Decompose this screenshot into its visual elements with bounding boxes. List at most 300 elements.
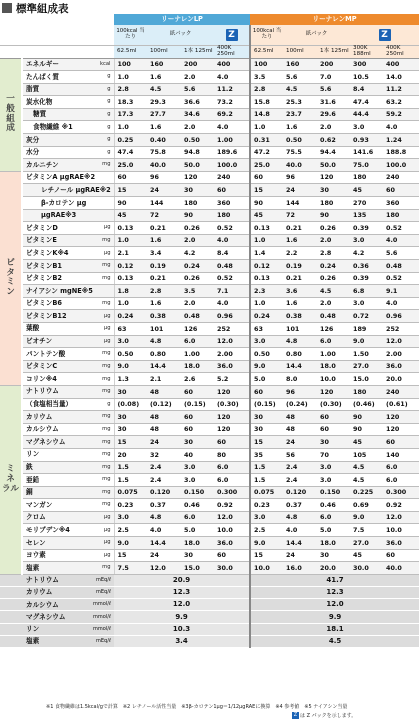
nutrient-unit: g [88, 146, 114, 159]
nutrient-unit: μg [88, 524, 114, 537]
mp-value: (0.61) [383, 398, 419, 411]
mp-value: 20.0 [317, 562, 350, 575]
nutrient-name: ビオチン [22, 335, 88, 348]
nutrient-name: エネルギー [22, 58, 88, 71]
mp-value: 0.48 [317, 310, 350, 323]
lp-value: 8.4 [214, 247, 250, 260]
mp-value: 0.52 [383, 272, 419, 285]
lp-value: 2.8 [114, 83, 147, 96]
nutrient-unit: mg [88, 385, 114, 398]
nutrient-unit: μg [88, 549, 114, 562]
electrolyte-lp-value: 12.0 [114, 599, 250, 611]
mp-value: 90 [250, 197, 283, 210]
package-header-row [0, 25, 419, 45]
mp-size: 1本 125ml [317, 45, 350, 58]
mp-value: 240 [383, 385, 419, 398]
mp-value: 11.2 [383, 83, 419, 96]
lp-value: 4.0 [214, 234, 250, 247]
lp-value: 5.0 [181, 524, 214, 537]
mp-value: 1.6 [283, 121, 317, 134]
lp-value: 30 [181, 436, 214, 449]
mp-value: 180 [317, 197, 350, 210]
mp-value: 40.0 [383, 562, 419, 575]
mp-value: 20.0 [383, 373, 419, 386]
lp-value: 15.0 [181, 562, 214, 575]
mp-value: 1.4 [250, 247, 283, 260]
table-row [0, 222, 419, 235]
nutrient-unit: μg [88, 322, 114, 335]
product-mp: リーナレンMP [250, 14, 419, 25]
mp-value: 3.0 [317, 461, 350, 474]
lp-value: 15 [114, 184, 147, 197]
mp-value: 30 [250, 423, 283, 436]
nutrient-name: （食塩相当量） [22, 398, 88, 411]
electrolyte-unit: mEq/ℓ [88, 574, 114, 586]
lp-value: 0.24 [181, 260, 214, 273]
lp-value: 3.0 [114, 511, 147, 524]
nutrient-unit [88, 209, 114, 222]
lp-value: 120 [214, 411, 250, 424]
mp-value: 8.4 [350, 83, 383, 96]
mp-value: 5.6 [317, 83, 350, 96]
mp-value: 0.92 [383, 499, 419, 512]
mp-value: 27.0 [350, 537, 383, 550]
z-pack-icon: Z [226, 29, 238, 41]
nutrient-name: 水分 [22, 146, 88, 159]
nutrient-unit: g [88, 108, 114, 121]
mp-value: 0.93 [350, 134, 383, 147]
mp-value: 47.4 [350, 96, 383, 109]
mp-value: 0.12 [250, 260, 283, 273]
electrolyte-row [0, 599, 419, 611]
mp-value: 70 [317, 448, 350, 461]
table-row [0, 423, 419, 436]
mp-value: 0.48 [383, 260, 419, 273]
lp-value: 15 [114, 436, 147, 449]
mp-value: 4.5 [350, 461, 383, 474]
mp-value: 2.5 [250, 524, 283, 537]
mp-value: 0.50 [250, 348, 283, 361]
lp-value: 36.6 [181, 96, 214, 109]
mp-value: 12.0 [383, 335, 419, 348]
mp-value: 1.0 [250, 297, 283, 310]
nutrient-unit: mg [88, 423, 114, 436]
lp-value: 6.0 [181, 335, 214, 348]
table-row [0, 197, 419, 210]
mp-value: 126 [317, 322, 350, 335]
nutrient-name: ビタミンC [22, 360, 88, 373]
table-row [0, 322, 419, 335]
electrolyte-unit: mmol/ℓ [88, 599, 114, 611]
mp-value: 6.0 [383, 461, 419, 474]
lp-value: 6.0 [181, 511, 214, 524]
mp-value: 160 [283, 58, 317, 71]
mp-size: 300K 188ml [350, 45, 383, 58]
mp-value: 3.0 [250, 335, 283, 348]
size-header-row [0, 45, 419, 58]
mp-value: 180 [383, 209, 419, 222]
mp-value: 3.0 [350, 234, 383, 247]
mp-value: 63 [250, 322, 283, 335]
mp-value: 240 [383, 171, 419, 184]
table-row [0, 121, 419, 134]
lp-value: 1.6 [147, 121, 181, 134]
lp-value: 3.4 [147, 247, 181, 260]
mp-value: 100 [250, 58, 283, 71]
table-row [0, 448, 419, 461]
mp-value: 30 [250, 411, 283, 424]
mp-value: 15 [250, 549, 283, 562]
nutrient-unit: mg [88, 373, 114, 386]
lp-value: 144 [147, 197, 181, 210]
mp-value: 15 [250, 436, 283, 449]
mp-value: 1.24 [383, 134, 419, 147]
mp-value: 24 [283, 549, 317, 562]
mp-value: (0.30) [317, 398, 350, 411]
lp-value: 0.48 [181, 310, 214, 323]
table-row [0, 549, 419, 562]
mp-value: 2.8 [250, 83, 283, 96]
lp-value: 2.1 [114, 247, 147, 260]
mp-value: 9.1 [383, 285, 419, 298]
lp-size: 62.5ml [114, 45, 147, 58]
nutrient-unit: mg [88, 260, 114, 273]
mp-value: 90 [350, 411, 383, 424]
table-row [0, 461, 419, 474]
mp-value: 5.6 [383, 247, 419, 260]
lp-value: (0.15) [181, 398, 214, 411]
category-general: 一般組成 [0, 58, 22, 171]
mp-value: 9.0 [350, 511, 383, 524]
footnote-line2-text: は Z パックを示します。 [300, 713, 357, 719]
table-row [0, 260, 419, 273]
mp-value: 4.5 [350, 474, 383, 487]
nutrient-name: リン [22, 448, 88, 461]
lp-value: 18.3 [114, 96, 147, 109]
lp-value: 24 [147, 184, 181, 197]
mp-value: 7.5 [350, 524, 383, 537]
nutrient-name: 亜鉛 [22, 474, 88, 487]
lp-value: 48 [147, 411, 181, 424]
lp-value: 30 [181, 549, 214, 562]
mp-value: 0.26 [317, 272, 350, 285]
lp-value: 0.92 [214, 499, 250, 512]
mp-value: 0.225 [350, 486, 383, 499]
lp-value: 72 [147, 209, 181, 222]
nutrient-unit: μg [88, 247, 114, 260]
table-row [0, 285, 419, 298]
mp-value: 3.6 [283, 285, 317, 298]
mp-value: 4.5 [283, 83, 317, 96]
lp-value: 180 [214, 209, 250, 222]
electrolyte-name: ナトリウム [0, 574, 88, 586]
mp-value: 16.0 [283, 562, 317, 575]
mp-value: 36.0 [383, 537, 419, 550]
lp-value: 20 [114, 448, 147, 461]
mp-value: 135 [350, 209, 383, 222]
lp-value: 9.0 [114, 537, 147, 550]
lp-value: 3.5 [181, 285, 214, 298]
nutrient-unit: mg [88, 411, 114, 424]
nutrient-name: レチノール μgRAE※2 [22, 184, 88, 197]
lp-value: 0.13 [114, 272, 147, 285]
table-row [0, 58, 419, 71]
mp-value: 3.0 [350, 121, 383, 134]
mp-value: 252 [383, 322, 419, 335]
nutrient-name: たんぱく質 [22, 71, 88, 84]
mp-value: 48 [283, 411, 317, 424]
mp-value: 100.0 [383, 159, 419, 172]
mp-value: 0.39 [350, 222, 383, 235]
mp-value: 0.96 [383, 310, 419, 323]
lp-value: 0.46 [181, 499, 214, 512]
mp-value: 0.52 [383, 222, 419, 235]
z-pack-mini-icon: Z [293, 712, 298, 718]
lp-value: 96 [147, 171, 181, 184]
electrolyte-unit: mmol/ℓ [88, 611, 114, 623]
mp-value: 1.5 [250, 474, 283, 487]
lp-value: 17.3 [114, 108, 147, 121]
mp-value: 1.0 [250, 234, 283, 247]
mp-value: 60 [250, 171, 283, 184]
nutrient-name: 葉酸 [22, 322, 88, 335]
lp-value: 60 [214, 184, 250, 197]
table-row [0, 436, 419, 449]
electrolyte-name: カルシウム [0, 599, 88, 611]
mp-value: 59.2 [383, 108, 419, 121]
mp-value: 2.4 [283, 474, 317, 487]
mp-value: 75.5 [283, 146, 317, 159]
mp-value: 18.0 [317, 360, 350, 373]
mp-value: 2.00 [383, 348, 419, 361]
lp-value: 2.8 [147, 285, 181, 298]
lp-value: 75.8 [147, 146, 181, 159]
lp-value: 30 [114, 411, 147, 424]
nutrient-name: クロム [22, 511, 88, 524]
lp-value: 4.2 [181, 247, 214, 260]
mp-value: 1.5 [250, 461, 283, 474]
mp-value: (0.24) [283, 398, 317, 411]
lp-value: 60 [181, 423, 214, 436]
lp-value: 2.0 [181, 297, 214, 310]
product-lp: リーナレンLP [114, 14, 250, 25]
lp-value: 3.0 [181, 461, 214, 474]
electrolyte-name: 塩素 [0, 635, 88, 647]
lp-value: 4.0 [147, 524, 181, 537]
lp-value: 0.96 [214, 310, 250, 323]
lp-value: 0.12 [114, 260, 147, 273]
composition-table [0, 14, 419, 648]
mp-value: 105 [350, 448, 383, 461]
lp-value: 0.52 [214, 272, 250, 285]
title-text: 標準組成表 [16, 2, 69, 15]
mp-value: 60 [250, 385, 283, 398]
mp-value: 3.0 [350, 297, 383, 310]
mp-value: 10.0 [383, 524, 419, 537]
mp-value: 0.13 [250, 222, 283, 235]
lp-value: 0.50 [114, 348, 147, 361]
lp-value: 0.25 [114, 134, 147, 147]
table-row [0, 234, 419, 247]
mp-value: 2.3 [250, 285, 283, 298]
mp-value: 0.24 [250, 310, 283, 323]
lp-value: 0.21 [147, 272, 181, 285]
lp-value: 2.6 [181, 373, 214, 386]
lp-value: 80 [214, 448, 250, 461]
mp-value: 30 [317, 549, 350, 562]
mp-value: 24 [283, 436, 317, 449]
mp-value: 47.2 [250, 146, 283, 159]
lp-value: 7.1 [214, 285, 250, 298]
lp-value: 4.8 [147, 511, 181, 524]
lp-value: 18.0 [181, 360, 214, 373]
mp-value: 4.0 [383, 234, 419, 247]
nutrient-name: 食物繊維 ※1 [22, 121, 88, 134]
mp-value: 3.0 [250, 511, 283, 524]
mp-value: 180 [350, 171, 383, 184]
table-row [0, 499, 419, 512]
lp-value: 60 [181, 385, 214, 398]
lp-value: 30 [114, 385, 147, 398]
electrolyte-mp-value: 9.9 [250, 611, 419, 623]
mp-value: 0.300 [383, 486, 419, 499]
mp-value: 2.4 [283, 461, 317, 474]
mp-value: 2.0 [317, 121, 350, 134]
nutrient-name: マグネシウム [22, 436, 88, 449]
lp-carton-label: 紙パック [147, 25, 214, 45]
lp-z-pack [214, 25, 250, 45]
mp-value: 5.0 [250, 373, 283, 386]
nutrient-name: 塩素 [22, 562, 88, 575]
electrolyte-mp-value: 4.5 [250, 635, 419, 647]
lp-value: 73.2 [214, 96, 250, 109]
lp-value: 40.0 [147, 159, 181, 172]
nutrient-name: パントテン酸 [22, 348, 88, 361]
nutrient-unit: mg [88, 461, 114, 474]
lp-value: 60 [114, 171, 147, 184]
mp-value: 0.62 [317, 134, 350, 147]
mp-value: 3.5 [250, 71, 283, 84]
mp-value: 35 [250, 448, 283, 461]
nutrient-unit: μg [88, 537, 114, 550]
mp-value: 0.39 [350, 272, 383, 285]
mp-value: 31.6 [317, 96, 350, 109]
electrolyte-mp-value: 41.7 [250, 574, 419, 586]
electrolyte-row [0, 574, 419, 586]
table-row [0, 146, 419, 159]
mp-value: 9.0 [250, 537, 283, 550]
lp-value: 40 [181, 448, 214, 461]
mp-value: 0.150 [317, 486, 350, 499]
lp-value: 2.0 [181, 71, 214, 84]
mp-value: 45 [350, 184, 383, 197]
mp-value: 14.0 [383, 71, 419, 84]
lp-value: 2.4 [147, 461, 181, 474]
mp-value: 0.38 [283, 310, 317, 323]
mp-value: 0.21 [283, 272, 317, 285]
mp-value: 188.8 [383, 146, 419, 159]
lp-value: 240 [214, 171, 250, 184]
mp-value: 3.0 [317, 474, 350, 487]
mp-value: 60 [317, 411, 350, 424]
nutrient-unit: g [88, 96, 114, 109]
nutrient-unit: mg [88, 448, 114, 461]
mp-value: 50.0 [317, 159, 350, 172]
mp-value: 60 [317, 423, 350, 436]
lp-value: 160 [147, 58, 181, 71]
nutrient-unit: mg [88, 360, 114, 373]
nutrient-unit: g [88, 398, 114, 411]
electrolyte-row [0, 635, 419, 647]
mp-value: 1.50 [350, 348, 383, 361]
mp-value: 24 [283, 184, 317, 197]
lp-value: 4.0 [214, 297, 250, 310]
mp-z-pack [350, 25, 419, 45]
electrolyte-lp-value: 20.9 [114, 574, 250, 586]
lp-value: 100.0 [214, 159, 250, 172]
mp-size: 100ml [283, 45, 317, 58]
lp-value: 15 [114, 549, 147, 562]
lp-value: 10.0 [214, 524, 250, 537]
lp-value: 6.0 [214, 461, 250, 474]
mp-value: 141.6 [350, 146, 383, 159]
table-row [0, 96, 419, 109]
lp-value: 120 [181, 171, 214, 184]
mp-value: 270 [350, 197, 383, 210]
nutrient-name: 灰分 [22, 134, 88, 147]
lp-value: 12.0 [147, 562, 181, 575]
mp-value: 12.0 [383, 511, 419, 524]
lp-value: 14.4 [147, 360, 181, 373]
lp-value: 0.19 [147, 260, 181, 273]
mp-value: 23.7 [283, 108, 317, 121]
mp-value: 0.50 [283, 134, 317, 147]
mp-value: 15 [250, 184, 283, 197]
nutrient-name: 糖質 [22, 108, 88, 121]
mp-value: 44.4 [350, 108, 383, 121]
table-row [0, 108, 419, 121]
mp-value: 140 [383, 448, 419, 461]
category-vitamin: ビタミン [0, 171, 22, 385]
lp-value: 1.6 [147, 71, 181, 84]
lp-value: 2.0 [181, 234, 214, 247]
lp-value: 1.00 [214, 134, 250, 147]
mp-value: 60 [383, 549, 419, 562]
table-row [0, 71, 419, 84]
lp-value: 9.0 [114, 360, 147, 373]
lp-value: 0.150 [181, 486, 214, 499]
mp-value: 120 [317, 171, 350, 184]
lp-value: 27.7 [147, 108, 181, 121]
mp-value: 9.0 [350, 335, 383, 348]
nutrient-name: マンガン [22, 499, 88, 512]
electrolyte-lp-value: 9.9 [114, 611, 250, 623]
mp-value: 5.6 [283, 71, 317, 84]
mp-value: 0.13 [250, 272, 283, 285]
nutrient-unit: mg [88, 348, 114, 361]
lp-value: (0.12) [147, 398, 181, 411]
lp-value: 189.6 [214, 146, 250, 159]
electrolyte-name: カリウム [0, 587, 88, 599]
lp-value: 120 [214, 423, 250, 436]
lp-value: 1.3 [114, 373, 147, 386]
nutrient-unit: g [88, 83, 114, 96]
mp-value: 2.2 [283, 247, 317, 260]
nutrient-unit: μg [88, 222, 114, 235]
mp-size: 62.5ml [250, 45, 283, 58]
mp-value: 1.00 [317, 348, 350, 361]
lp-value: 94.8 [181, 146, 214, 159]
